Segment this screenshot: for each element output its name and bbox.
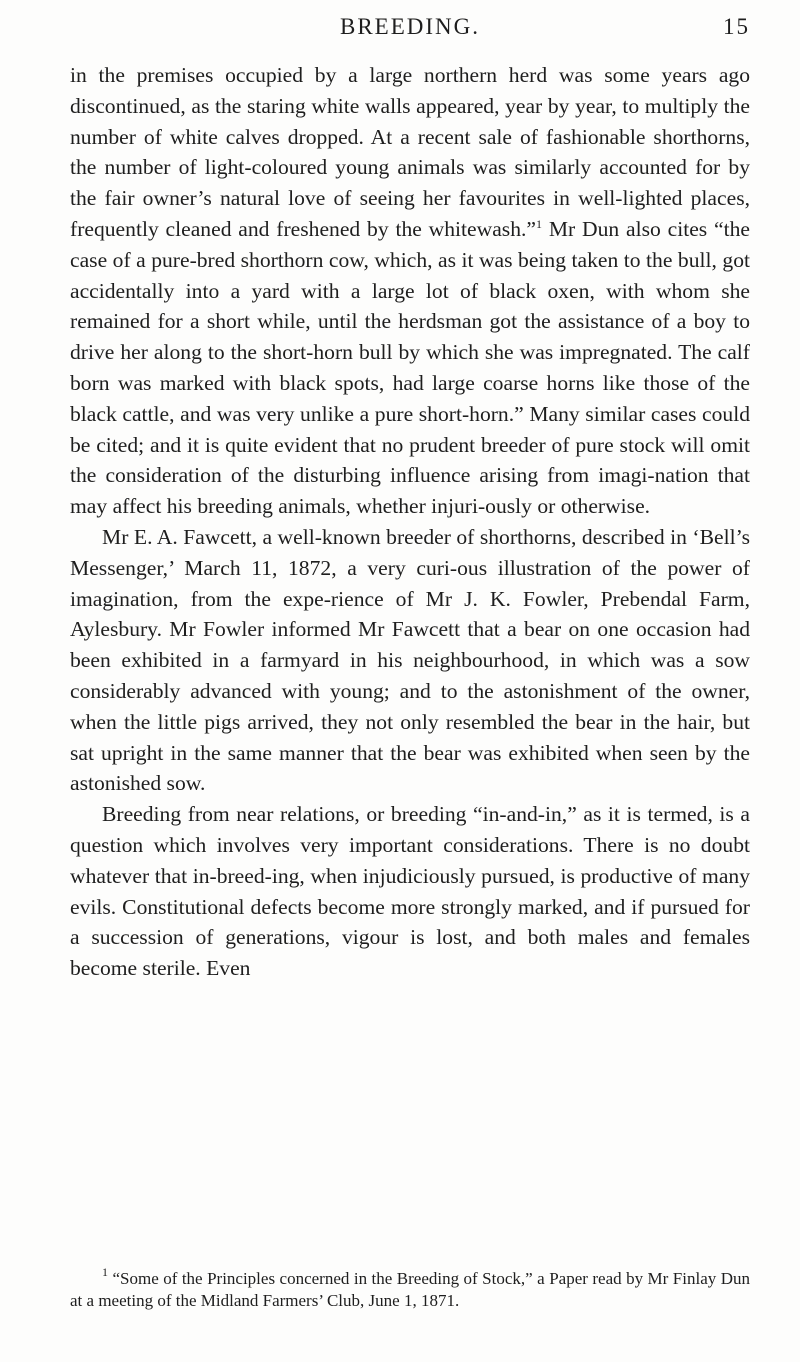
- paragraph-2: Mr E. A. Fawcett, a well-known breeder of shorthorns, described in ‘Bell’s Messenger,’ March 11, 1872, a very curi-ous illustration of the power of imagination, from the expe-rience of Mr J. K. Fowler, Prebendal Farm, Aylesbury. Mr Fowler informed Mr Fawcett that a bear on one occasion had been exhibited in a farmyard in his neighbourhood, in which was a sow considerably advanced with young; and to the astonishment of the owner, when the little pigs arrived, they not only resembled the bear in the hair, but sat upright in the same manner that the bear was exhibited when seen by the astonished sow.: [70, 524, 750, 796]
- footnote: [70, 1265, 750, 1312]
- footnote-marker: 1: [102, 1265, 108, 1279]
- paragraph-1-part-a: in the premises occupied by a large northern herd was some years ago discontinued, as the staring white walls appeared, year by year, to multiply the number of white calves dropped. At a recent sale of fashionable shorthorns, the number of light-coloured young animals was similarly accounted for by the fair owner’s natural love of seeing her favourites in well-lighted places, frequently cleaned and freshened by the whitewash.”: [70, 63, 750, 241]
- running-head: [70, 14, 750, 44]
- paragraph-1: [70, 60, 750, 522]
- paragraph-1-part-b: Mr Dun also cites “the case of a pure-bred shorthorn cow, which, as it was being taken to the bull, got accidentally into a yard with a large lot of black oxen, with whom she remained for a short while, until the herdsman got the assistance of a boy to drive her along to the short-horn bull by which she was impregnated. The calf born was marked with black spots, had large coarse horns like those of the black cattle, and was very unlike a pure short-horn.” Many similar cases could be cited; and it is quite evident that no prudent breeder of pure stock will omit the consideration of the disturbing influence arising from imagi-nation that may affect his breeding animals, whether injuri-ously or otherwise.: [70, 216, 750, 519]
- chapter-title: BREEDING.: [339, 14, 481, 39]
- footnote-text: “Some of the Principles concerned in the Breeding of Stock,” a Paper read by Mr Finlay Dun at a meeting of the Midland Farmers’ Club, June 1, 1871.: [70, 1269, 750, 1310]
- page-number: 15: [723, 14, 750, 39]
- paragraph-3: Breeding from near relations, or breeding “in-and-in,” as it is termed, is a question which involves very important considerations. There is no doubt whatever that in-breed-ing, when injudiciously pursued, is productive of many evils. Constitutional defects become more strongly marked, and if pursued for a succession of generations, vigour is lost, and both males and females become sterile. Even: [70, 802, 750, 981]
- footnote-reference: 1: [536, 216, 542, 231]
- body-text: [70, 60, 750, 984]
